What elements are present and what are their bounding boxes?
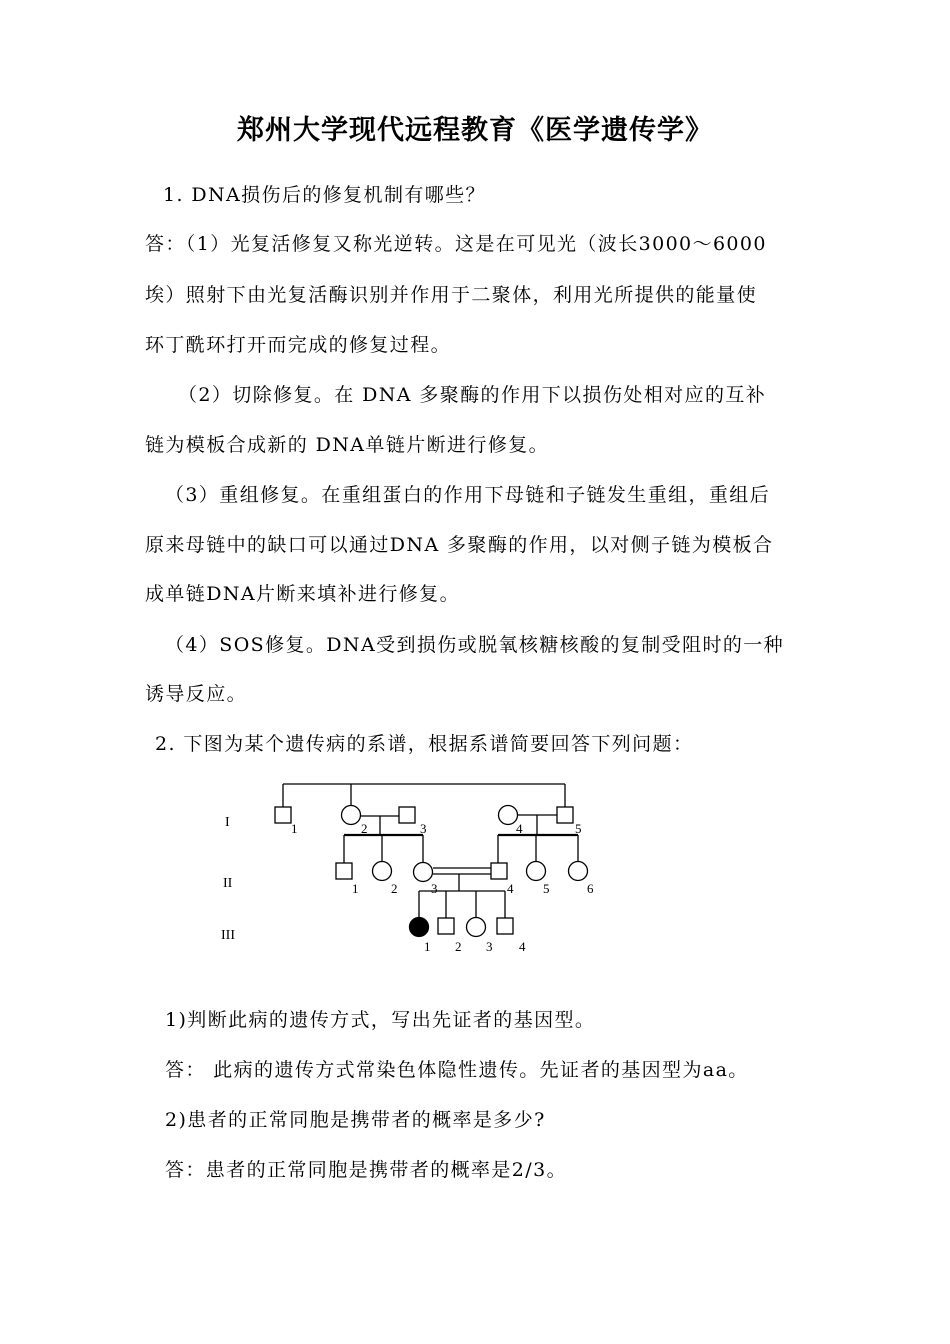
label-I-5: 5 <box>575 821 582 836</box>
individual-II-2 <box>373 862 392 881</box>
label-II-1: 1 <box>352 881 359 896</box>
pedigree-svg <box>200 775 620 965</box>
label-II-2: 2 <box>391 881 398 896</box>
individual-III-2 <box>438 918 454 934</box>
page-title: 郑州大学现代远程教育《医学遗传学》 <box>237 115 713 146</box>
answer-1-line-5: 链为模板合成新的 DNA单链片断进行修复。 <box>145 434 550 456</box>
label-II-3: 3 <box>431 881 438 896</box>
answer-1-line-4: （2）切除修复。在 DNA 多聚酶的作用下以损伤处相对应的互补 <box>178 384 767 406</box>
individual-I-2 <box>342 806 361 825</box>
individual-III-1-affected <box>410 918 429 937</box>
individual-II-5 <box>527 862 546 881</box>
label-I-4: 4 <box>516 821 523 836</box>
individual-III-3 <box>467 918 486 937</box>
generation-label-I: I <box>225 815 230 830</box>
label-III-1: 1 <box>424 939 431 954</box>
individual-I-5 <box>557 807 573 823</box>
label-II-4: 4 <box>507 881 514 896</box>
sub-question-2: 2)患者的正常同胞是携带者的概率是多少? <box>165 1109 546 1131</box>
sub-question-1: 1)判断此病的遗传方式，写出先证者的基因型。 <box>165 1009 596 1031</box>
answer-1-line-10: 诱导反应。 <box>145 683 248 705</box>
label-I-2: 2 <box>361 821 368 836</box>
answer-1-line-7: 原来母链中的缺口可以通过DNA 多聚酶的作用，以对侧子链为模板合 <box>145 534 774 556</box>
answer-1-line-2: 埃）照射下由光复活酶识别并作用于二聚体，利用光所提供的能量使 <box>145 284 758 306</box>
label-II-6: 6 <box>587 881 594 896</box>
label-III-4: 4 <box>519 939 526 954</box>
answer-1-line-9: （4）SOS修复。DNA受到损伤或脱氧核糖核酸的复制受阻时的一种 <box>165 634 785 656</box>
individual-I-3 <box>399 807 415 823</box>
individual-II-1 <box>336 863 352 879</box>
sub-answer-2: 答：患者的正常同胞是携带者的概率是2/3。 <box>165 1159 567 1181</box>
individual-I-1 <box>275 807 291 823</box>
label-II-5: 5 <box>543 881 550 896</box>
label-I-1: 1 <box>291 821 298 836</box>
question-1: 1. DNA损伤后的修复机制有哪些？ <box>163 184 486 206</box>
question-2: 2. 下图为某个遗传病的系谱，根据系谱简要回答下列问题： <box>155 733 694 755</box>
individual-I-4 <box>499 806 518 825</box>
individual-II-4 <box>491 863 507 879</box>
individual-II-3 <box>414 863 433 882</box>
answer-1-line-3: 环丁酰环打开而完成的修复过程。 <box>145 334 452 356</box>
label-I-3: 3 <box>420 821 427 836</box>
sub-answer-1: 答： 此病的遗传方式常染色体隐性遗传。先证者的基因型为aa。 <box>165 1059 749 1081</box>
pedigree-chart <box>200 775 620 965</box>
label-III-2: 2 <box>455 939 462 954</box>
generation-label-III: III <box>221 928 235 943</box>
answer-1-line-8: 成单链DNA片断来填补进行修复。 <box>145 583 460 605</box>
answer-1-line-1: 答：（1）光复活修复又称光逆转。这是在可见光（波长3000～6000 <box>145 233 767 255</box>
answer-1-line-6: （3）重组修复。在重组蛋白的作用下母链和子链发生重组，重组后 <box>165 484 771 506</box>
label-III-3: 3 <box>486 939 493 954</box>
generation-label-II: II <box>223 876 233 891</box>
individual-II-6 <box>569 862 588 881</box>
individual-III-4 <box>497 918 513 934</box>
